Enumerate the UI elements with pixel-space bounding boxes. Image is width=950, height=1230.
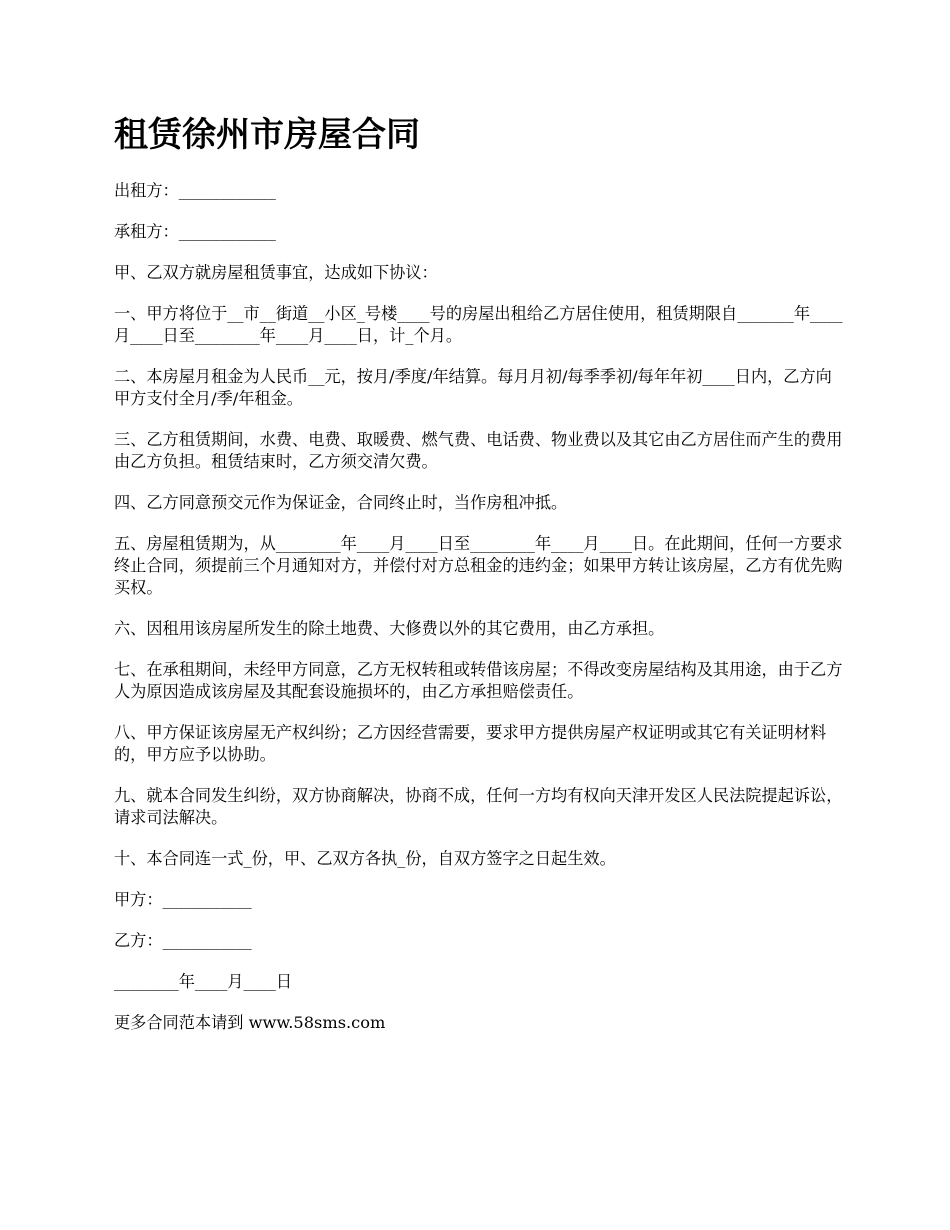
lessor-line: 出租方：____________ — [114, 181, 276, 200]
clause-2: 二、本房屋月租金为人民币__元，按月/季度/年结算。每月月初/每季季初/每年年初____日内，乙方向甲方支付全月/季/年租金。 — [114, 367, 832, 408]
clause-3: 三、乙方租赁期间，水费、电费、取暖费、燃气费、电话费、物业费以及其它由乙方居住而产生的费用由乙方负担。租赁结束时，乙方须交清欠费。 — [114, 430, 843, 471]
clause-8: 八、甲方保证该房屋无产权纠纷；乙方因经营需要，要求甲方提供房屋产权证明或其它有关证明材料的，甲方应予以协助。 — [114, 723, 827, 764]
intro-paragraph: 甲、乙双方就房屋租赁事宜，达成如下协议： — [114, 263, 438, 282]
signing-date-line: ________年____月____日 — [114, 972, 293, 991]
document-title: 租赁徐州市房屋合同 — [114, 115, 420, 155]
contract-document — [114, 112, 844, 1053]
clause-6: 六、因租用该房屋所发生的除土地费、大修费以外的其它费用，由乙方承担。 — [114, 619, 665, 638]
clause-4: 四、乙方同意预交元作为保证金，合同终止时，当作房租冲抵。 — [114, 493, 568, 512]
clause-9: 九、就本合同发生纠纷，双方协商解决，协商不成，任何一方均有权向天津开发区人民法院提起诉讼，请求司法解决。 — [114, 786, 843, 827]
clause-1: 一、甲方将位于__市__街道__小区_号楼____号的房屋出租给乙方居住使用，租赁期限自_______年____月____日至________年____月____日，计_个月。 — [114, 304, 843, 345]
party-b-signature-line: 乙方：___________ — [114, 931, 252, 950]
lessee-line: 承租方：____________ — [114, 222, 276, 241]
party-a-signature-line: 甲方：___________ — [114, 890, 252, 909]
clause-5: 五、房屋租赁期为，从________年____月____日至________年____月____日。在此期间，任何一方要求终止合同，须提前三个月通知对方，并偿付对方总租金的违约金；如果甲方转让该房屋，乙方有优先购买权。 — [114, 534, 843, 597]
clause-10: 十、本合同连一式_份，甲、乙双方各执_份，自双方签字之日起生效。 — [114, 849, 616, 868]
clause-7: 七、在承租期间，未经甲方同意，乙方无权转租或转借该房屋；不得改变房屋结构及其用途，由于乙方人为原因造成该房屋及其配套设施损坏的，由乙方承担赔偿责任。 — [114, 660, 843, 701]
more-templates-link-text: 更多合同范本请到 www.58sms.com — [114, 1013, 386, 1032]
